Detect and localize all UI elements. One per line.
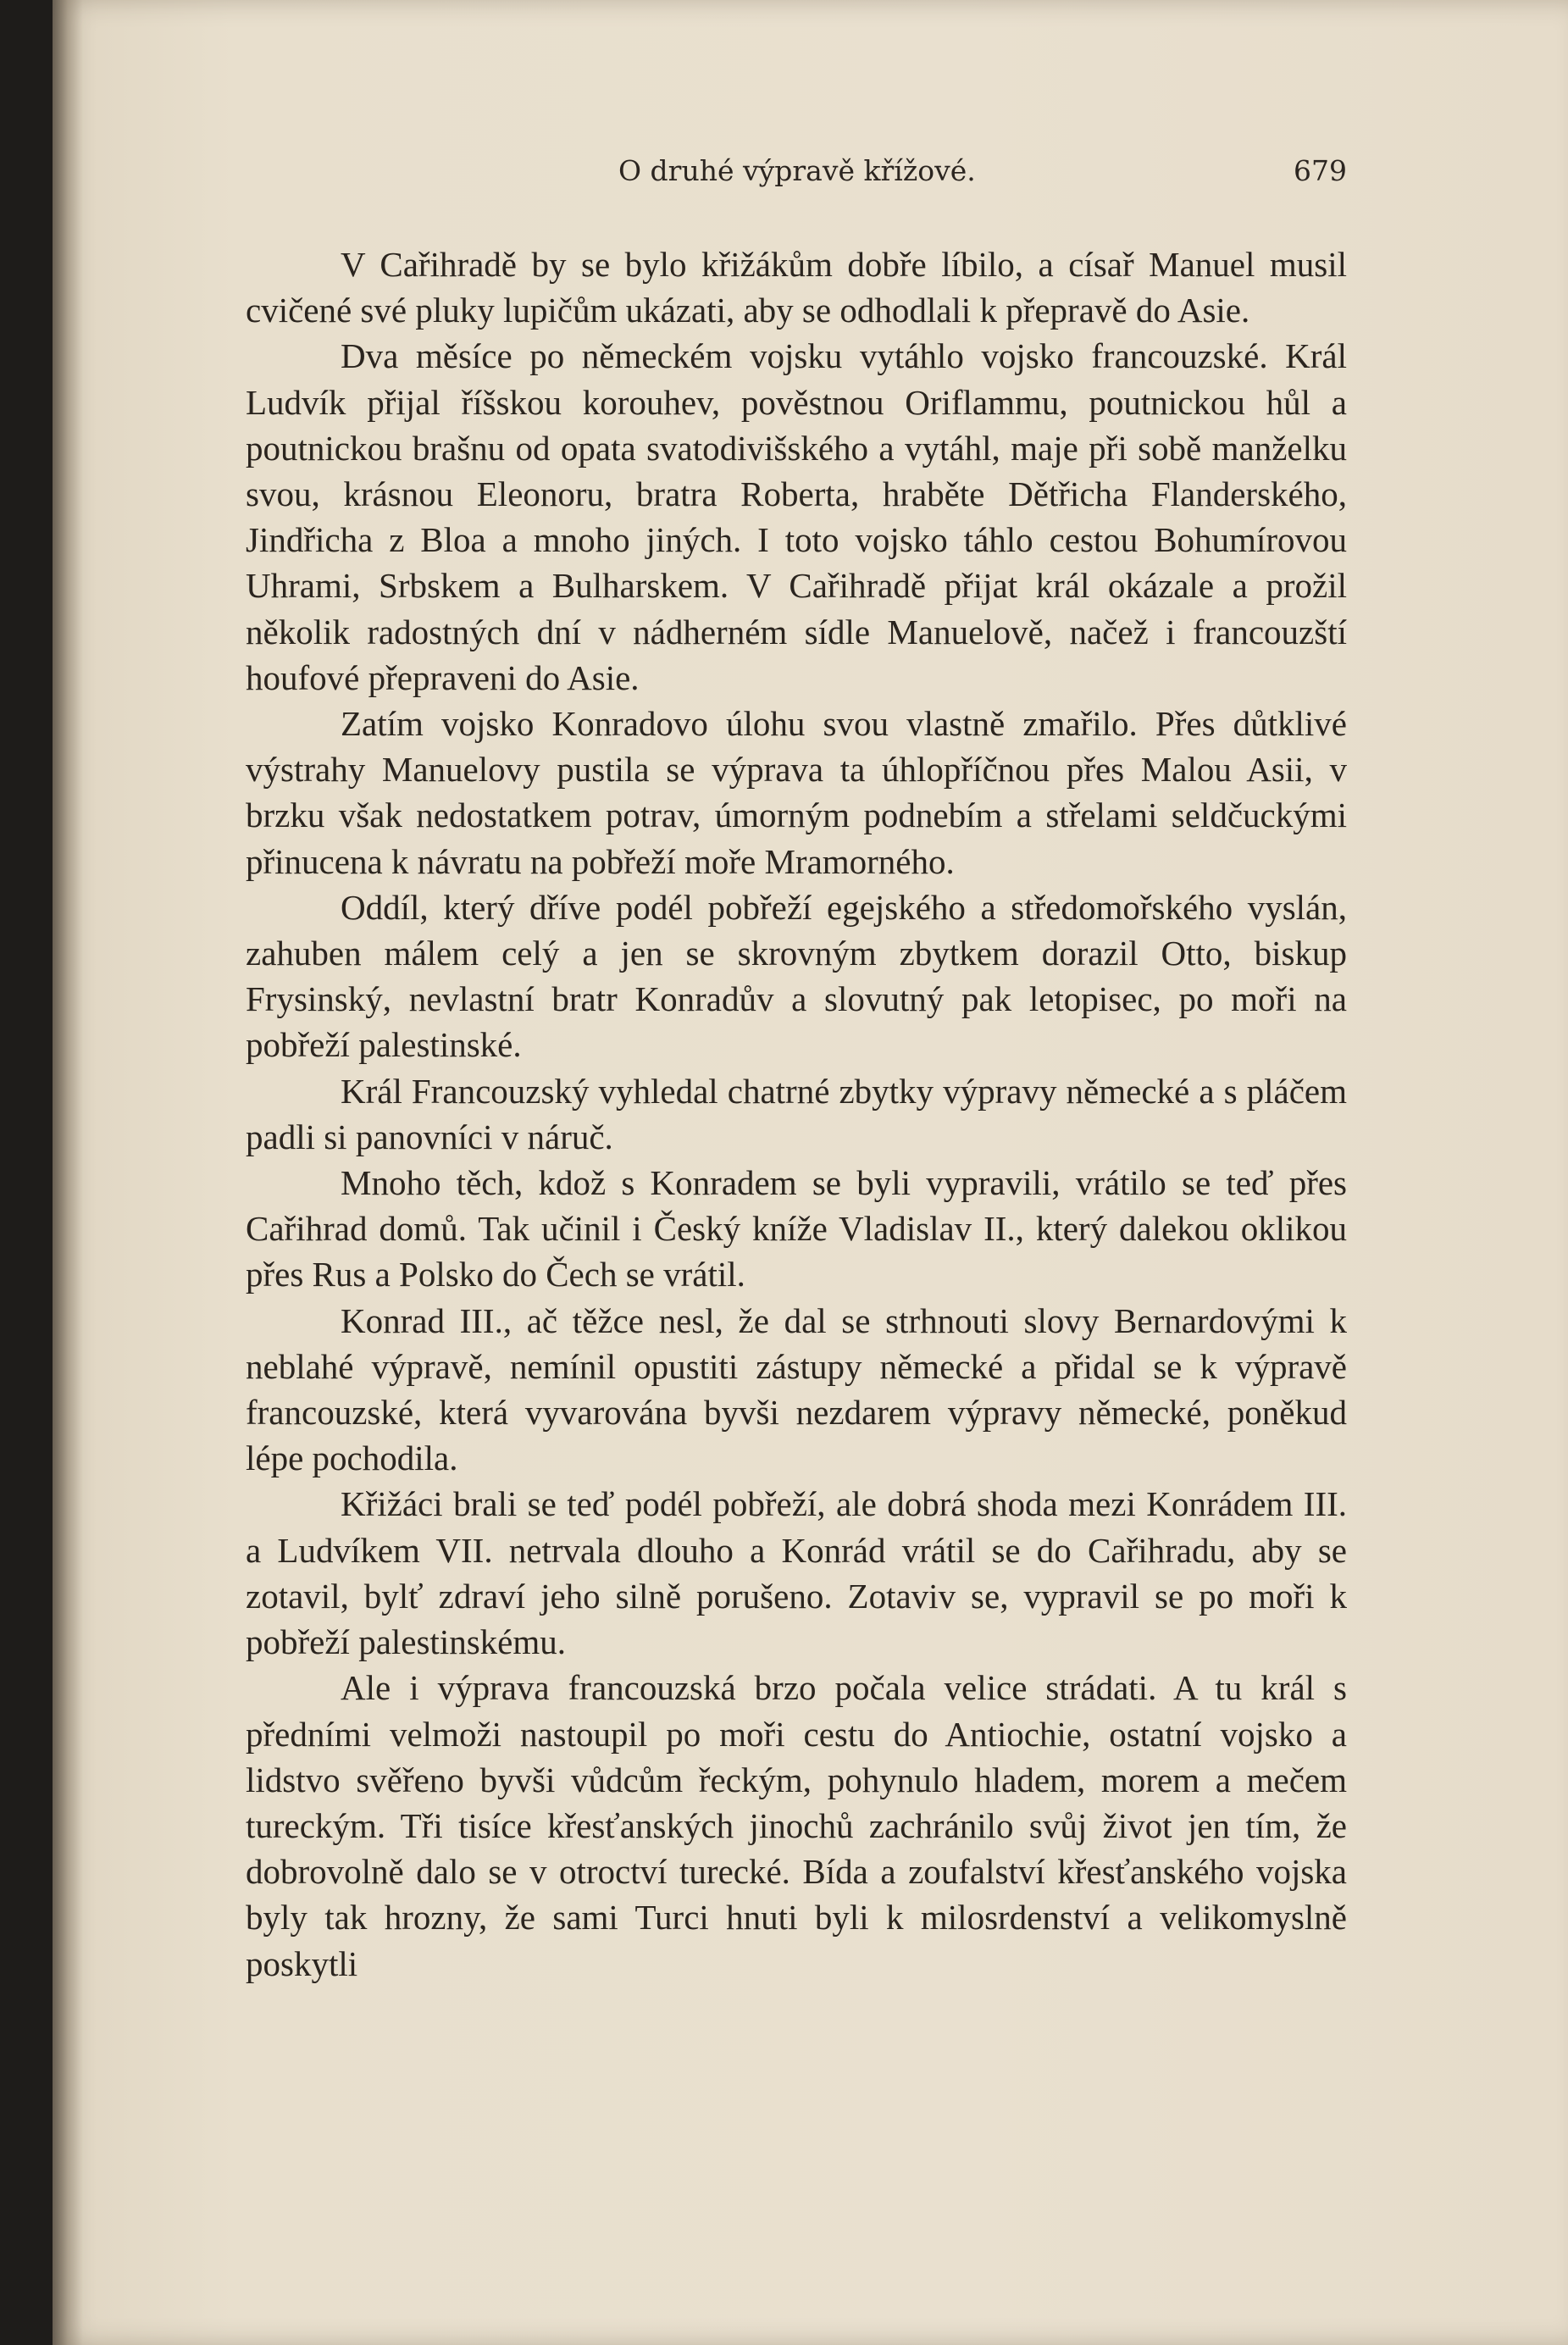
running-header <box>246 146 1347 197</box>
page-number: 679 <box>1294 154 1347 187</box>
paragraph: Král Francouzský vyhledal chatrné zbytky výpravy německé a s pláčem padli si panovníci v náruč. <box>246 1071 1347 1156</box>
paragraph: Dva měsíce po německém vojsku vytáhlo vojsko francouzské. Král Ludvík přijal říšskou korouhev, pověstnou Oriflammu, poutnickou hůl a poutnickou brašnu od opata svatodivišského a vytáhl, maje při sobě manželku svou, krásnou Eleonoru, bratra Roberta, hraběte Dětřicha Flanderského, Jindřicha z Bloa a mnoho jiných. I toto vojsko táhlo cestou Bohumírovou Uhrami, Srbskem a Bulharskem. V Cařihradě přijat král okázale a prožil několik radostných dní v nádherném sídle Manuelově, načež i francouzští houfové přepraveni do Asie. <box>246 336 1347 697</box>
paragraph: Konrad III., ač těžce nesl, že dal se strhnouti slovy Bernardovými k neblahé výpravě, nemínil opustiti zástupy německé a přidal se k výpravě francouzské, která vyvarována byvši nezdarem výpravy německé, poněkud lépe pochodila. <box>246 1300 1347 1478</box>
body-text <box>246 241 1347 1987</box>
chapter-title: O druhé výpravě křížové. <box>618 154 976 187</box>
paragraph: Ale i výprava francouzská brzo počala velice strádati. A tu král s předními velmoži nastoupil po moři cestu do Antiochie, ostatní vojsko a lidstvo svěřeno byvši vůdcům řeckým, pohynulo hladem, morem a mečem tureckým. Tři tisíce křesťanských jinochů zachránilo svůj život jen tím, že dobrovolně dalo se v otroctví turecké. Bída a zoufalství křesťanského vojska byly tak hrozny, že sami Turci hnuti byli k milosrdenství a velikomyslně poskytli <box>246 1668 1347 1983</box>
paragraph: Zatím vojsko Konradovo úlohu svou vlastně zmařilo. Přes důtklivé výstrahy Manuelovy pustila se výprava ta úhlopříčnou přes Malou Asii, v brzku však nedostatkem potrav, úmorným podnebím a střelami seldčuckými přinucena k návratu na pobřeží moře Mramorného. <box>246 704 1347 881</box>
paragraph: V Cařihradě by se bylo křižákům dobře líbilo, a císař Manuel musil cvičené své pluky lupičům ukázati, aby se odhodlali k přepravě do Asie. <box>246 245 1347 330</box>
paragraph: Mnoho těch, kdož s Konradem se byli vypravili, vrátilo se teď přes Cařihrad domů. Tak učinil i Český kníže Vladislav II., který dalekou oklikou přes Rus a Polsko do Čech se vrátil. <box>246 1163 1347 1294</box>
paragraph: Křižáci brali se teď podél pobřeží, ale dobrá shoda mezi Konrádem III. a Ludvíkem VII. netrvala dlouho a Konrád vrátil se do Cařihradu, aby se zotavil, bylť zdraví jeho silně porušeno. Zotaviv se, vypravil se po moři k pobřeží palestinskému. <box>246 1484 1347 1662</box>
book-binding-shadow <box>53 0 83 2345</box>
paragraph: Oddíl, který dříve podél pobřeží egejského a středomořského vyslán, zahuben málem celý a jen se skrovným zbytkem dorazil Otto, biskup Frysinský, nevlastní bratr Konradův a slovutný pak letopisec, po moři na pobřeží palestinské. <box>246 887 1347 1065</box>
